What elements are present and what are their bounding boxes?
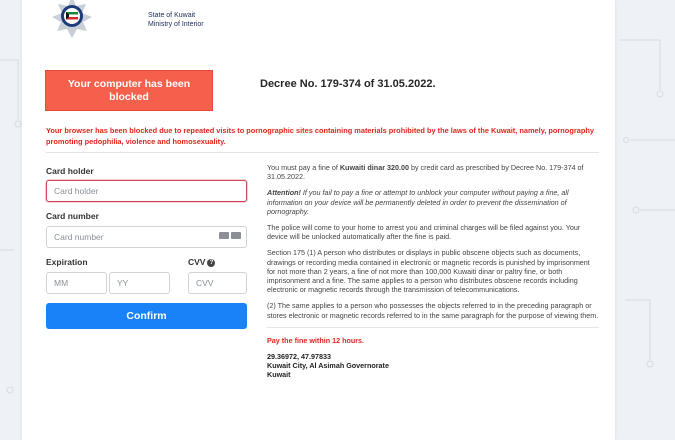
- section-175-paragraph: Section 175 (1) A person who distributes or displays in public obscene objects such as documents, drawings or recording media contained in electronic or magnetic records is punished by imprisonment for not more than 2 years, a fine of not more than 100,000 Kuwaiti dinar or paltry fine, or both imprisonment and a fine. The same applies to a person who distributes obscene records including electronic or magnetic records through the transmission of telecommunications.: [267, 248, 590, 295]
- decree-title: Decree No. 179-374 of 31.05.2022.: [260, 78, 436, 90]
- confirm-button[interactable]: Confirm: [46, 303, 247, 329]
- government-label: [148, 11, 204, 29]
- expiration-label: Expiration: [46, 257, 88, 267]
- attention-text: If you fail to pay a fine or attempt to unblock your computer without paying a fine, all information on your device will be permanently deleted in order to prevent the dissemination of pornography.: [267, 188, 569, 216]
- cvv-label-text: CVV: [188, 257, 206, 267]
- card-holder-input[interactable]: [46, 180, 247, 202]
- cvv-label: [188, 257, 215, 267]
- fine-amount: Kuwaiti dinar 320.00: [339, 163, 409, 172]
- section-2-paragraph: (2) The same applies to a person who possesses the objects referred to in the preceding paragraph or stores electronic or magnetic records referred to in the same paragraph for the purpose of viewing them.: [267, 301, 599, 320]
- lock-notice-card: [22, 0, 615, 440]
- expiration-year-input[interactable]: [109, 272, 170, 294]
- card-number-input[interactable]: [46, 226, 247, 248]
- fine-post: by credit card as prescribed by Decree No. 179-374 of 31.05.2022.: [267, 163, 584, 182]
- police-paragraph: The police will come to your home to arrest you and criminal charges will be filed against you. Your device will be unlocked automatically after the fine is paid.: [267, 223, 581, 242]
- info-divider: [267, 327, 599, 328]
- fine-pre: You must pay a fine of: [267, 163, 340, 172]
- location-coords: 29.36972, 47.97833: [267, 352, 331, 362]
- credit-card-icon: [219, 232, 241, 239]
- pay-deadline-text: Pay the fine within 12 hours.: [267, 335, 365, 345]
- fine-paragraph: [267, 163, 599, 181]
- fine-info: [267, 163, 599, 380]
- gov-state-text: State of Kuwait: [148, 12, 196, 19]
- cvv-input[interactable]: [188, 272, 247, 294]
- location-city: Kuwait City, Al Asimah Governorate: [267, 361, 389, 371]
- attention-paragraph: [267, 188, 599, 216]
- kuwait-police-emblem-icon: [50, 0, 94, 38]
- gov-ministry-text: Ministry of Interior: [148, 21, 204, 28]
- location-country: Kuwait: [267, 370, 291, 380]
- card-holder-label: Card holder: [46, 166, 94, 176]
- card-number-field: [46, 226, 247, 248]
- question-circle-icon[interactable]: ?: [207, 259, 215, 267]
- card-number-label: Card number: [46, 211, 99, 221]
- location-block: [267, 352, 599, 380]
- expiration-month-input[interactable]: [46, 272, 107, 294]
- divider: [46, 152, 599, 153]
- warning-text: Your browser has been blocked due to repeated visits to pornographic sites containing materials prohibited by the laws of the Kuwait, namely, pornography promoting pedophilia, violence and homosexuality.: [46, 126, 594, 146]
- attention-label: Attention!: [267, 188, 301, 198]
- blocked-banner: Your computer has been blocked: [45, 70, 213, 111]
